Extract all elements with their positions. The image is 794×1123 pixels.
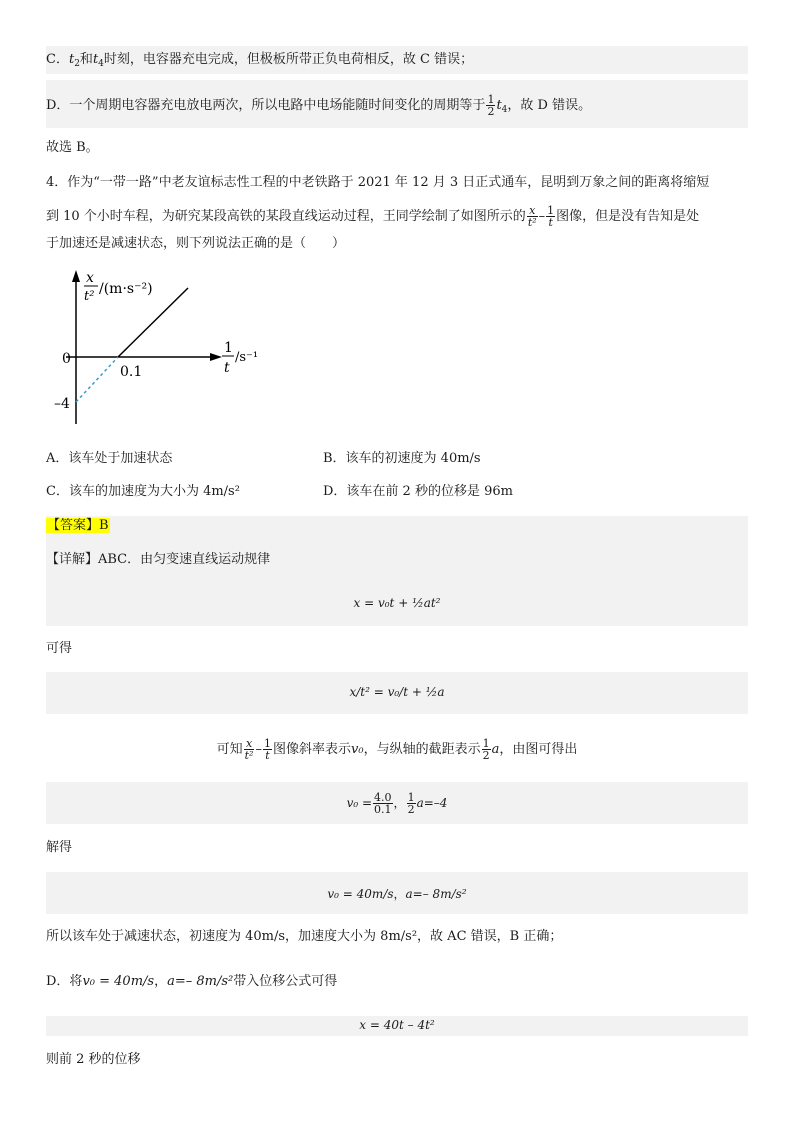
x-label-num: 1: [224, 340, 233, 356]
graph-dashed-extension: [76, 357, 118, 402]
x-unit: /s⁻¹: [235, 350, 259, 365]
answer-highlight: 【答案】B: [47, 518, 109, 533]
equation-4: v₀ = 40m/s，a=– 8m/s²: [327, 887, 467, 901]
fraction-half: $\frac{1}{2}$: [487, 93, 495, 118]
option-c: C．该车的加速度为大小为 4m/s²: [46, 484, 240, 499]
y-label-num: x: [86, 270, 94, 286]
graph-line: [118, 288, 188, 357]
origin-label: 0: [62, 351, 71, 367]
graph-figure: [46, 264, 276, 434]
answer-line: [46, 518, 110, 534]
x-label-den: t: [224, 360, 230, 376]
summary-line: 所以该车处于减速状态，初速度为 40m/s，加速度大小为 8m/s²，故 AC 错误，B 正确；: [46, 929, 563, 944]
slope-explanation: 可知 $\frac{x}{\text{t²}}$ – $\frac{1}{t}$ 图像斜率表示v₀，与纵轴的截距表示 $\frac{1}{2}$ a，由图可得出: [216, 737, 578, 762]
x-tick-label: 0.1: [120, 364, 143, 380]
y-label-den: t²: [84, 289, 95, 304]
x-axis-arrow: [210, 353, 222, 361]
kede-line: 可得: [46, 641, 73, 656]
option-a: A．该车处于加速状态: [46, 451, 173, 466]
equation-3: v₀ = $\frac{4.0}{0.1}$ ， $\frac{1}{2}$ a=–4: [346, 791, 448, 816]
choose-line: 故选 B。: [46, 140, 99, 155]
equation-1: x = v₀t + ½at²: [353, 596, 441, 610]
option-d-previous: D．一个周期电容器充电放电两次，所以电路中电场能随时间变化的周期等于 $\frac{1}{2}$ $t_4$，故 D 错误。: [46, 93, 592, 118]
y-tick-label: –4: [54, 396, 70, 412]
question-4-line-1: 4．作为“一带一路”中老友谊标志性工程的中老铁路于 2021 年 12 月 3 日正式通车，昆明到万象之间的距离将缩短: [46, 175, 710, 190]
equation-2: x/t² = v₀/t + ½a: [349, 685, 445, 699]
option-d: D．该车在前 2 秒的位移是 96m: [323, 484, 513, 499]
question-4-line-3: 于加速还是减速状态，则下列说法正确的是（ ）: [46, 236, 346, 251]
option-c-previous: C．$t_2$和$t_4$时刻，电容器充电完成，但极板所带正负电荷相反，故 C 错误；: [46, 52, 474, 69]
option-d-solution: D．将v₀ = 40m/s，a=– 8m/s²带入位移公式可得: [46, 974, 338, 989]
equation-5: x = 40t – 4t²: [359, 1018, 435, 1032]
y-axis-arrow: [72, 270, 80, 282]
jiede-line: 解得: [46, 840, 73, 855]
last-line: 则前 2 秒的位移: [46, 1052, 141, 1067]
option-b: B．该车的初速度为 40m/s: [323, 451, 481, 466]
y-unit: /(m·s⁻²): [99, 281, 153, 297]
detail-line: 【详解】ABC．由匀变速直线运动规律: [46, 552, 271, 567]
question-4-line-2: 到 10 个小时车程，为研究某段高铁的某段直线运动过程，王同学绘制了如图所示的 $\frac{x}{\text{t²}}$ – $\frac{1}{t}$ 图像，但是没有告知是处: [46, 204, 700, 229]
